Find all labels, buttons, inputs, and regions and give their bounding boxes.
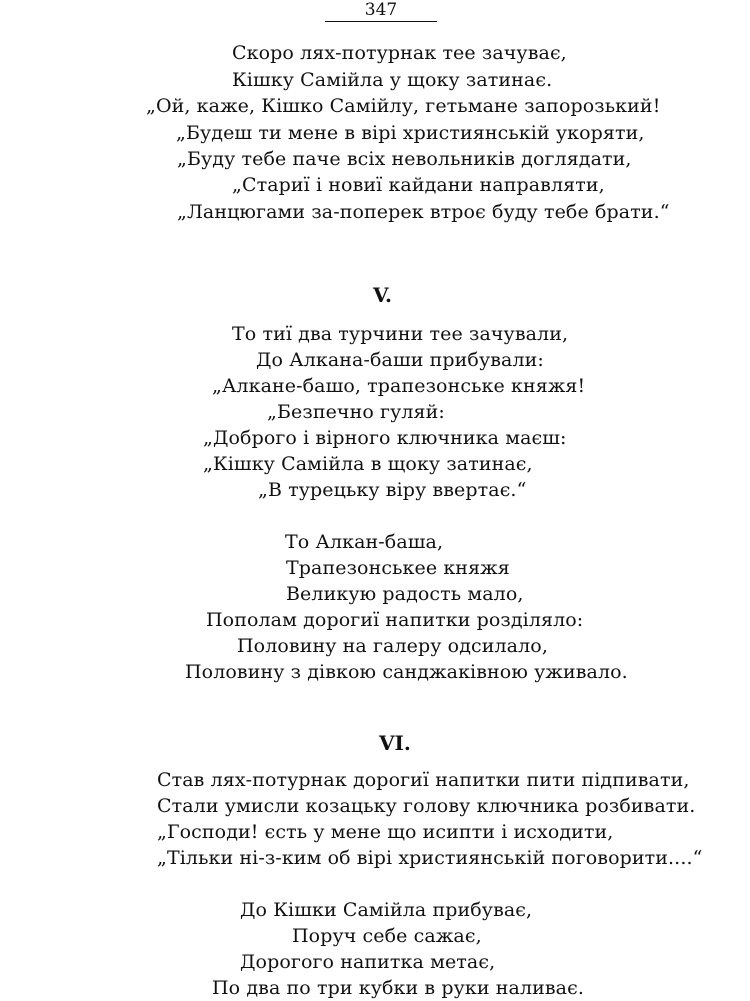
header-rule xyxy=(325,21,437,22)
verse-line: Дорогого напитка метає, xyxy=(240,951,496,973)
verse-line: „Кішку Самійла в щоку затинає, xyxy=(203,453,533,475)
verse-line: „Буду тебе паче всіх невольників доглядати, xyxy=(177,148,632,170)
verse-line: То тиї два турчини тее зачували, xyxy=(232,323,569,345)
page-number: 347 xyxy=(364,0,398,20)
verse-line: Поруч себе сажає, xyxy=(292,925,482,947)
verse-line: Пополам дорогиї напитки розділяло: xyxy=(206,609,584,631)
verse-line: „Стариї і новиї кайдани направляти, xyxy=(232,174,605,196)
verse-line: „В турецьку віру ввертає.“ xyxy=(258,479,527,501)
verse-line: „Ой, каже, Кішко Самійлу, гетьмане запорозький! xyxy=(146,95,661,117)
verse-line: „Алкане-башо, трапезонське княжя! xyxy=(212,375,586,397)
verse-line: Половину з дівкою санджаківною уживало. xyxy=(185,661,628,683)
verse-line: Скоро лях-потурнак тее зачуває, xyxy=(232,42,567,64)
verse-line: „Тільки ні-з-ким об вірі християнській поговорити....“ xyxy=(157,847,703,869)
verse-line: „Господи! єсть у мене що исипти і исходити, xyxy=(157,821,614,843)
verse-line: „Будеш ти мене в вірі християнській укоряти, xyxy=(176,122,645,144)
verse-line: „Безпечно гуляй: xyxy=(267,401,445,423)
verse-line: „Доброго і вірного ключника маєш: xyxy=(203,427,567,449)
verse-line: До Алкана-баши прибували: xyxy=(256,349,544,371)
verse-line: „Ланцюгами за-поперек втроє буду тебе брати.“ xyxy=(177,201,670,223)
verse-line: Кішку Самійла у щоку затинає. xyxy=(232,69,553,91)
verse-line: Половину на галеру одсилало, xyxy=(237,635,548,657)
verse-line: Стали умисли козацьку голову ключника розбивати. xyxy=(157,795,696,817)
section-heading-v: V. xyxy=(373,283,392,307)
verse-line: Великую радость мало, xyxy=(286,583,524,605)
verse-line: То Алкан-баша, xyxy=(285,531,444,553)
verse-line: Став лях-потурнак дорогиї напитки пити підпивати, xyxy=(157,769,690,791)
verse-line: До Кішки Самійла прибуває, xyxy=(240,899,533,921)
verse-line: По два по три кубки в руки наливає. xyxy=(212,977,584,999)
section-heading-vi: VI. xyxy=(379,731,411,755)
verse-line: Трапезонськее княжя xyxy=(286,557,510,579)
